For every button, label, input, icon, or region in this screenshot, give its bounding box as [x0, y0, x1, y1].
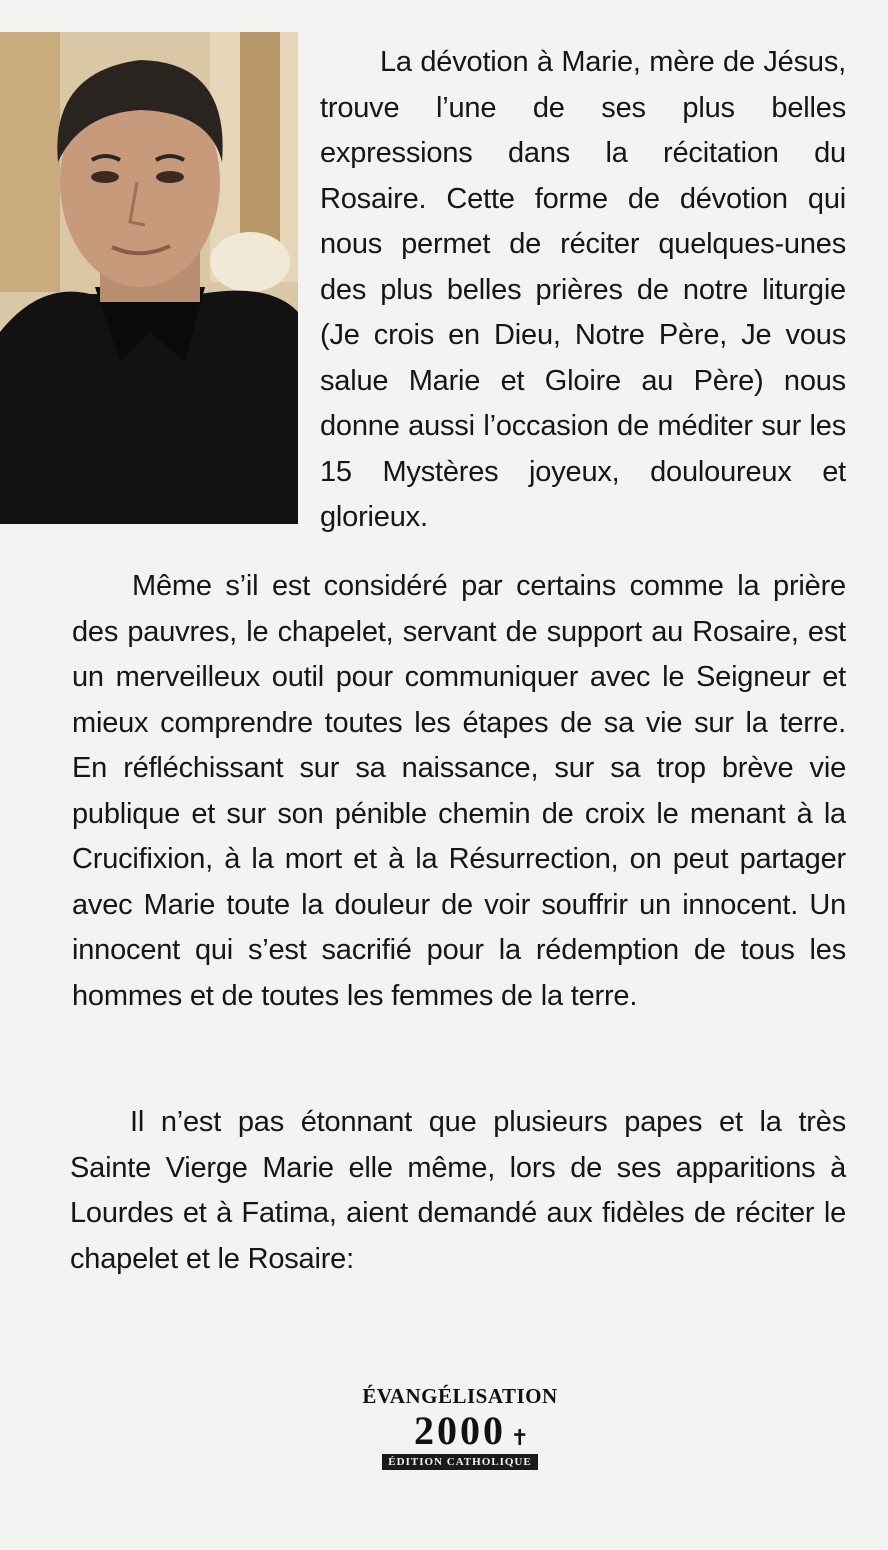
portrait-illustration	[0, 32, 298, 524]
paragraph-2-text: Même s’il est considéré par certains comme la prière des pauvres, le chapelet, servant de support au Rosaire, est un merveilleux outil pour communiquer avec le Seigneur et mieux comprendre toutes les étapes de sa vie sur la terre. En réfléchissant sur sa naissance, sur sa trop brève vie publique et sur son pénible chemin de croix le menant à la Crucifixion, à la mort et à la Résurrection, on peut partager avec Marie toute la douleur de voir souffrir un innocent. Un innocent qui s’est sacrifié pour la rédemption de tous les hommes et de toutes les femmes de la terre.	[72, 570, 846, 1012]
paragraph-1-text: La dévotion à Marie, mère de Jésus, trouve l’une de ses plus belles expressions dans la récitation du Rosaire. Cette forme de dévotion qui nous permet de réciter quelques-unes des plus belles prières de notre liturgie (Je crois en Dieu, Notre Père, Je vous salue Marie et Gloire au Père) nous donne aussi l’occasion de méditer sur les 15 Mystères joyeux, douloureux et glorieux.	[320, 46, 846, 533]
paragraph-3	[70, 1100, 846, 1282]
cross-icon: ✝	[510, 1426, 532, 1451]
paragraph-1	[320, 40, 846, 541]
logo-subtitle: ÉDITION CATHOLIQUE	[382, 1454, 537, 1470]
logo-title: ÉVANGÉLISATION	[362, 1384, 558, 1408]
author-photo	[0, 32, 298, 524]
paragraph-2	[72, 564, 846, 1019]
publisher-logo	[350, 1384, 570, 1470]
paragraph-3-text: Il n’est pas étonnant que plusieurs papes et la très Sainte Vierge Marie elle même, lors de ses apparitions à Lourdes et à Fatima, aient demandé aux fidèles de réciter le chapelet et le Rosaire:	[70, 1106, 846, 1275]
logo-number-text: 2000	[414, 1408, 506, 1453]
logo-number	[350, 1410, 570, 1452]
